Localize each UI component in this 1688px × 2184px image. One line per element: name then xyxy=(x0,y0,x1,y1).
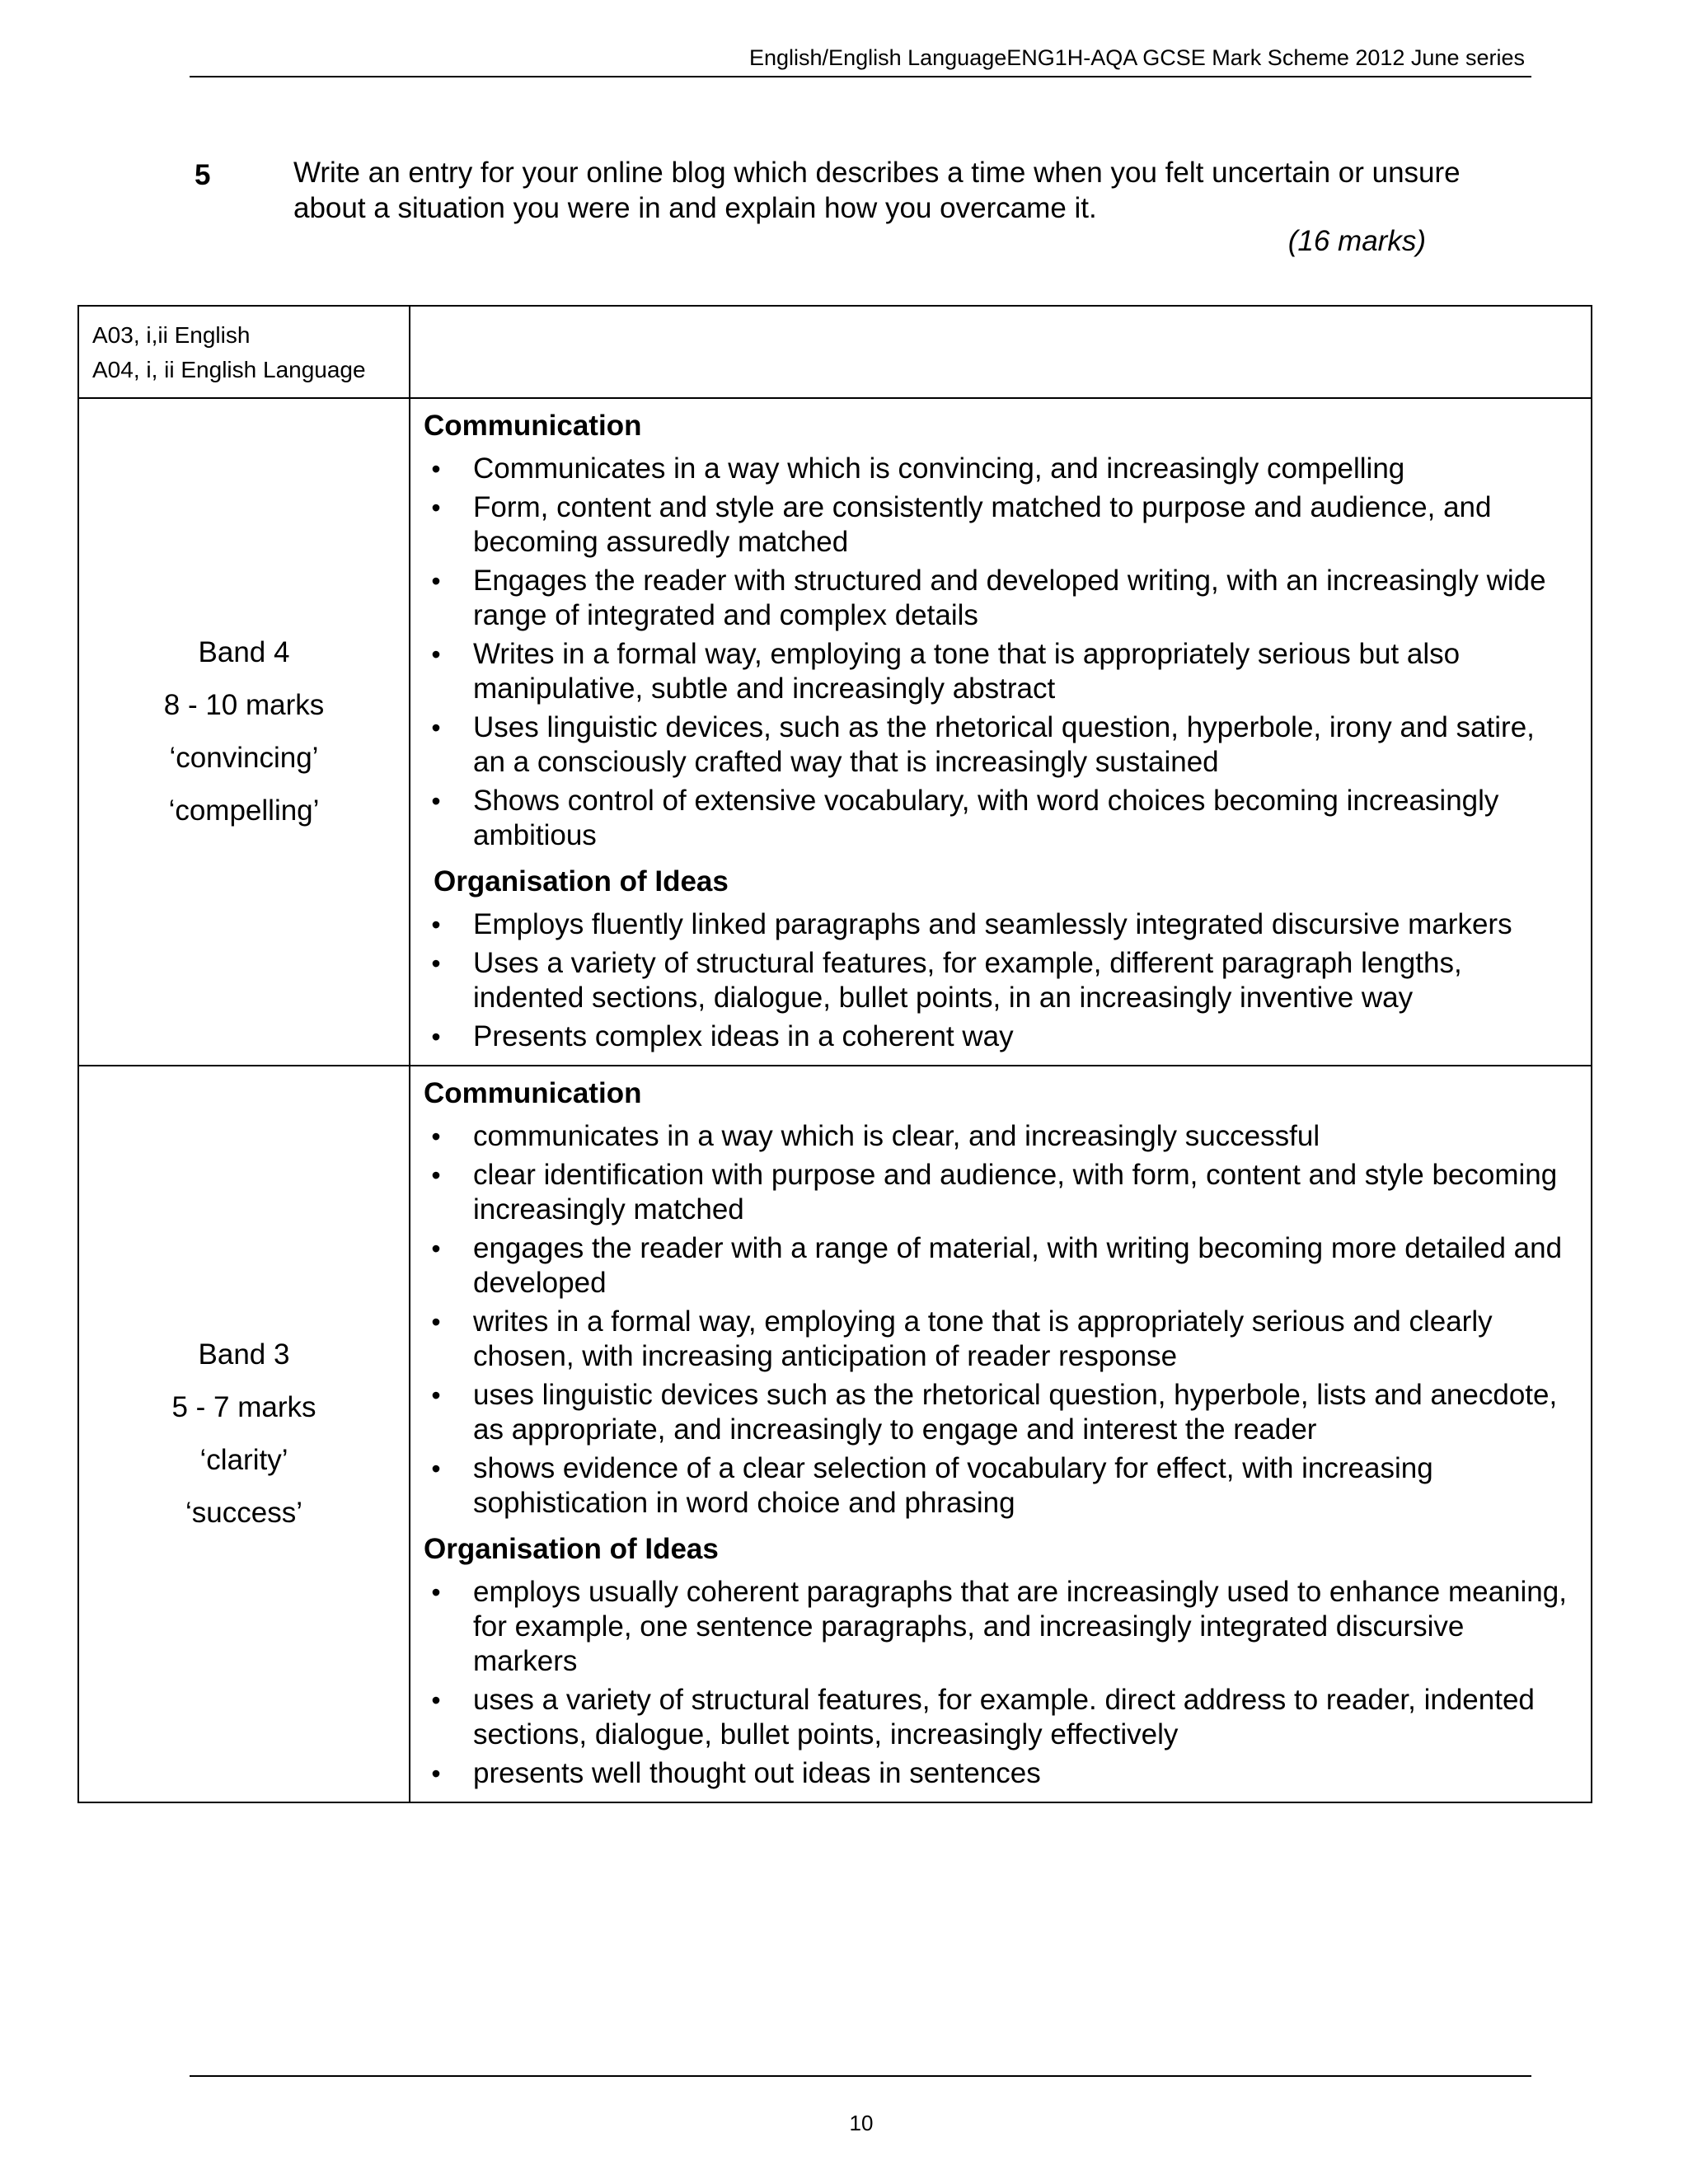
bullet-icon: • xyxy=(431,1160,441,1190)
band-label-cell xyxy=(78,398,410,1066)
band-name: Band 3 xyxy=(198,1338,290,1371)
band-keyword: ‘clarity’ xyxy=(199,1444,288,1476)
bullet-icon: • xyxy=(431,1685,441,1715)
assessment-objectives-cell xyxy=(78,306,410,398)
criteria-item: • shows evidence of a clear selection of vocabulary for effect, with increasing sophistication in word choice and phrasing xyxy=(424,1451,1574,1521)
criteria-item: • Uses a variety of structural features, for example, different paragraph lengths, indented sections, dialogue, bullet points, in an increasingly inventive way xyxy=(424,946,1574,1015)
ao-english: A03, i,ii English xyxy=(92,322,251,348)
bullet-icon: • xyxy=(431,1454,441,1483)
running-header: English/English LanguageENG1H-AQA GCSE Mark Scheme 2012 June series xyxy=(749,45,1525,70)
band-row xyxy=(78,1066,1592,1802)
criteria-item: • engages the reader with a range of material, with writing becoming more detailed and developed xyxy=(424,1231,1574,1301)
bullet-icon: • xyxy=(431,1380,441,1410)
criteria-item: • writes in a formal way, employing a tone that is appropriately serious and clearly chosen, with increasing anticipation of reader response xyxy=(424,1305,1574,1374)
criteria-item: • Shows control of extensive vocabulary, with word choices becoming increasingly ambitious xyxy=(424,784,1574,853)
criteria-item: • Uses linguistic devices, such as the rhetorical question, hyperbole, irony and satire, an a consciously crafted way that is increasingly sustained xyxy=(424,710,1574,780)
criteria-item: • employs usually coherent paragraphs that are increasingly used to enhance meaning, for example, one sentence paragraphs, and increasingly integrated discursive markers xyxy=(424,1575,1574,1679)
question-number: 5 xyxy=(195,159,211,191)
bullet-icon: • xyxy=(431,713,441,743)
footer-divider xyxy=(190,2075,1531,2077)
criteria-item: • Writes in a formal way, employing a tone that is appropriately serious but also manipulative, subtle and increasingly abstract xyxy=(424,637,1574,706)
criteria-list xyxy=(424,452,1574,853)
bullet-icon: • xyxy=(431,949,441,978)
criteria-item: • uses a variety of structural features, for example. direct address to reader, indented sections, dialogue, bullet points, increasingly effectively xyxy=(424,1683,1574,1752)
criteria-list xyxy=(424,907,1574,1054)
section-heading: Communication xyxy=(424,410,642,442)
bullet-icon: • xyxy=(431,1759,441,1788)
criteria-item: • Form, content and style are consistently matched to purpose and audience, and becoming assuredly matched xyxy=(424,490,1574,560)
header-divider xyxy=(190,76,1531,77)
criteria-list xyxy=(424,1575,1574,1791)
band-label-cell xyxy=(78,1066,410,1802)
page-number: 10 xyxy=(849,2111,874,2135)
ao-english-language: A04, i, ii English Language xyxy=(92,357,366,382)
section-heading: Organisation of Ideas xyxy=(424,1533,719,1565)
criteria-item: • Engages the reader with structured and developed writing, with an increasingly wide range of integrated and complex details xyxy=(424,564,1574,633)
bullet-icon: • xyxy=(431,1234,441,1263)
criteria-item: • Communicates in a way which is convincing, and increasingly compelling xyxy=(424,452,1574,486)
band-row xyxy=(78,398,1592,1066)
bullet-icon: • xyxy=(431,910,441,940)
bullet-icon: • xyxy=(431,786,441,816)
question-marks: (16 marks) xyxy=(1287,225,1426,257)
criteria-item: • uses linguistic devices such as the rhetorical question, hyperbole, lists and anecdote, as appropriate, and increasingly to engage and interest the reader xyxy=(424,1378,1574,1447)
section-heading: Organisation of Ideas xyxy=(434,865,729,898)
criteria-item: • presents well thought out ideas in sentences xyxy=(424,1756,1574,1791)
band-criteria-cell xyxy=(410,398,1592,1066)
criteria-item: • Employs fluently linked paragraphs and seamlessly integrated discursive markers xyxy=(424,907,1574,942)
band-marks: 8 - 10 marks xyxy=(163,689,325,721)
bullet-icon: • xyxy=(431,454,441,484)
criteria-item: • clear identification with purpose and audience, with form, content and style becoming increasingly matched xyxy=(424,1158,1574,1227)
band-keyword: ‘compelling’ xyxy=(168,794,320,827)
band-criteria-cell xyxy=(410,1066,1592,1802)
question-text: Write an entry for your online blog which describes a time when you felt uncertain or unsure about a situation you were in and explain how you overcame it. xyxy=(293,157,1461,224)
criteria-item: • communicates in a way which is clear, and increasingly successful xyxy=(424,1119,1574,1154)
bullet-icon: • xyxy=(431,1307,441,1337)
bullet-icon: • xyxy=(431,640,441,669)
band-name: Band 4 xyxy=(198,636,290,668)
bullet-icon: • xyxy=(431,566,441,596)
bullet-icon: • xyxy=(431,1577,441,1607)
band-keyword: ‘convincing’ xyxy=(169,742,319,774)
assessment-objectives-row xyxy=(78,306,1592,398)
section-heading: Communication xyxy=(424,1077,642,1109)
band-keyword: ‘success’ xyxy=(185,1497,302,1529)
band-marks: 5 - 7 marks xyxy=(171,1391,316,1423)
mark-scheme-table xyxy=(77,305,1592,1803)
bullet-icon: • xyxy=(431,1022,441,1052)
criteria-item: • Presents complex ideas in a coherent way xyxy=(424,1019,1574,1054)
empty-header-cell xyxy=(410,306,1592,398)
bullet-icon: • xyxy=(431,493,441,523)
criteria-list xyxy=(424,1119,1574,1521)
bullet-icon: • xyxy=(431,1122,441,1151)
